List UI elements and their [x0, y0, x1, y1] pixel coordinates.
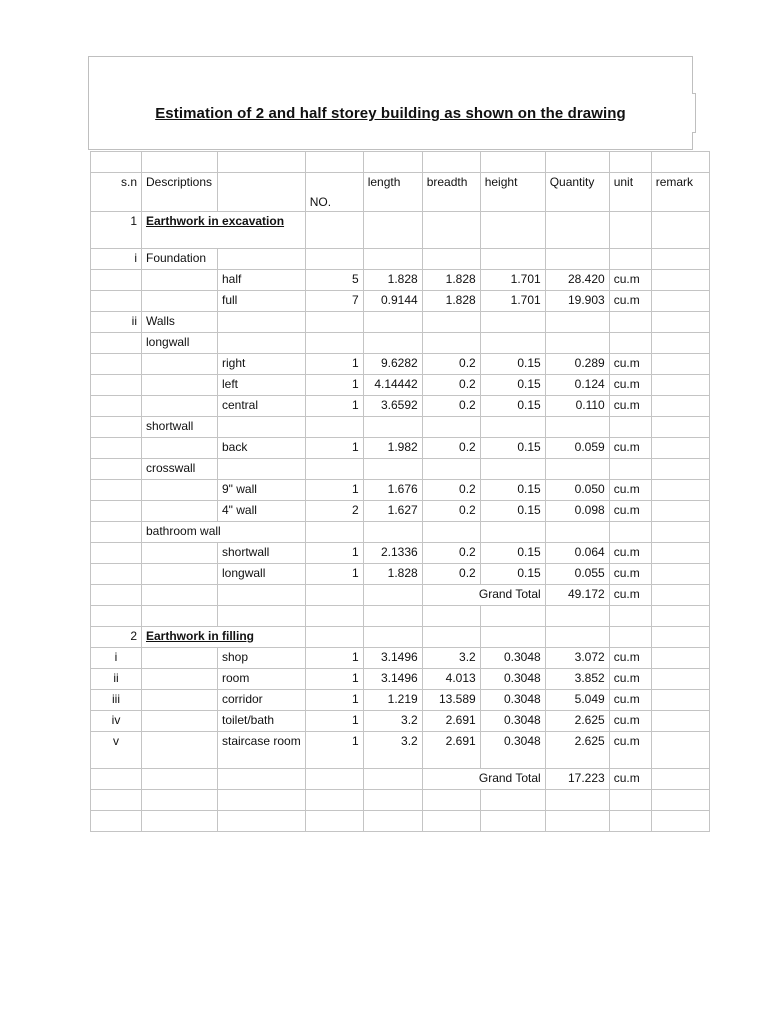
title-box-edge [692, 93, 696, 133]
header-remark: remark [651, 173, 709, 212]
row-no: 1 [305, 648, 363, 669]
grand-total-quantity: 17.223 [545, 769, 609, 790]
row-unit: cu.m [609, 690, 651, 711]
row-height: 0.3048 [480, 732, 545, 769]
foundation-sn: i [91, 249, 142, 270]
row-no: 1 [305, 396, 363, 417]
table-row [91, 501, 710, 522]
row-no: 2 [305, 501, 363, 522]
row-quantity: 2.625 [545, 732, 609, 769]
header-descriptions: Descriptions [142, 173, 218, 212]
foundation-label: Foundation [142, 249, 218, 270]
row-breadth: 0.2 [422, 501, 480, 522]
row-height: 1.701 [480, 270, 545, 291]
row-height: 0.15 [480, 564, 545, 585]
row-height: 0.3048 [480, 690, 545, 711]
group-row [91, 417, 710, 438]
row-length: 4.14442 [363, 375, 422, 396]
group-row [91, 333, 710, 354]
table-row [91, 648, 710, 669]
grand-total-unit: cu.m [609, 769, 651, 790]
row-quantity: 0.050 [545, 480, 609, 501]
walls-label: Walls [142, 312, 218, 333]
row-quantity: 0.289 [545, 354, 609, 375]
group-row [91, 459, 710, 480]
section1-title-row [91, 212, 710, 249]
row-breadth: 0.2 [422, 480, 480, 501]
row-length: 3.2 [363, 711, 422, 732]
row-no: 1 [305, 354, 363, 375]
foundation-row [91, 249, 710, 270]
section1-title: Earthwork in excavation [142, 212, 306, 249]
blank-row [91, 606, 710, 627]
row-breadth: 3.2 [422, 648, 480, 669]
row-unit: cu.m [609, 711, 651, 732]
row-unit: cu.m [609, 270, 651, 291]
grand-total-unit: cu.m [609, 585, 651, 606]
section2-title-row [91, 627, 710, 648]
row-breadth: 0.2 [422, 396, 480, 417]
row-sub: full [218, 291, 306, 312]
row-length: 3.1496 [363, 669, 422, 690]
row-unit: cu.m [609, 438, 651, 459]
table-row [91, 732, 710, 769]
table-row [91, 669, 710, 690]
row-quantity: 0.110 [545, 396, 609, 417]
row-quantity: 0.124 [545, 375, 609, 396]
header-sn: s.n [91, 173, 142, 212]
header-unit: unit [609, 173, 651, 212]
row-sn: iv [91, 711, 142, 732]
estimation-table [90, 151, 710, 832]
title-box [88, 56, 693, 150]
row-no: 1 [305, 564, 363, 585]
blank-row [91, 811, 710, 832]
row-unit: cu.m [609, 501, 651, 522]
row-sub: shop [218, 648, 306, 669]
row-breadth: 1.828 [422, 291, 480, 312]
row-height: 0.3048 [480, 669, 545, 690]
row-unit: cu.m [609, 732, 651, 769]
row-height: 0.15 [480, 480, 545, 501]
table-row [91, 291, 710, 312]
row-breadth: 4.013 [422, 669, 480, 690]
table-row [91, 396, 710, 417]
grand-total-label: Grand Total [422, 585, 545, 606]
header-breadth: breadth [422, 173, 480, 212]
row-quantity: 28.420 [545, 270, 609, 291]
row-unit: cu.m [609, 375, 651, 396]
row-sub: 4" wall [218, 501, 306, 522]
row-sn: v [91, 732, 142, 769]
row-quantity: 0.059 [545, 438, 609, 459]
row-no: 7 [305, 291, 363, 312]
row-unit: cu.m [609, 648, 651, 669]
grand-total-row [91, 769, 710, 790]
bathroom-label: bathroom wall [142, 522, 306, 543]
table-row [91, 354, 710, 375]
row-sub: right [218, 354, 306, 375]
row-no: 1 [305, 375, 363, 396]
table-row [91, 690, 710, 711]
row-breadth: 2.691 [422, 732, 480, 769]
row-sub: staircase room [218, 732, 306, 769]
row-unit: cu.m [609, 396, 651, 417]
crosswall-label: crosswall [142, 459, 218, 480]
row-height: 0.3048 [480, 648, 545, 669]
row-unit: cu.m [609, 564, 651, 585]
row-height: 0.15 [480, 543, 545, 564]
row-quantity: 2.625 [545, 711, 609, 732]
row-no: 1 [305, 711, 363, 732]
row-length: 2.1336 [363, 543, 422, 564]
row-height: 1.701 [480, 291, 545, 312]
page-title: Estimation of 2 and half storey building as shown on the drawing [155, 105, 626, 122]
blank-row [91, 790, 710, 811]
row-length: 1.982 [363, 438, 422, 459]
row-quantity: 0.064 [545, 543, 609, 564]
row-height: 0.15 [480, 354, 545, 375]
row-breadth: 0.2 [422, 543, 480, 564]
table-row [91, 270, 710, 291]
row-sn: ii [91, 669, 142, 690]
row-sub: toilet/bath [218, 711, 306, 732]
row-quantity: 19.903 [545, 291, 609, 312]
longwall-label: longwall [142, 333, 218, 354]
row-unit: cu.m [609, 291, 651, 312]
row-sub: 9" wall [218, 480, 306, 501]
header-quantity: Quantity [545, 173, 609, 212]
table-row [91, 375, 710, 396]
walls-row [91, 312, 710, 333]
row-length: 9.6282 [363, 354, 422, 375]
grand-total-label: Grand Total [422, 769, 545, 790]
row-breadth: 13.589 [422, 690, 480, 711]
row-unit: cu.m [609, 669, 651, 690]
row-quantity: 3.852 [545, 669, 609, 690]
row-length: 3.1496 [363, 648, 422, 669]
row-quantity: 0.098 [545, 501, 609, 522]
section2-title: Earthwork in filling [142, 627, 306, 648]
row-height: 0.15 [480, 375, 545, 396]
row-sub: back [218, 438, 306, 459]
row-no: 1 [305, 543, 363, 564]
row-length: 1.828 [363, 270, 422, 291]
row-length: 1.627 [363, 501, 422, 522]
row-no: 5 [305, 270, 363, 291]
row-length: 3.6592 [363, 396, 422, 417]
row-sub: central [218, 396, 306, 417]
table-row [91, 543, 710, 564]
row-height: 0.15 [480, 396, 545, 417]
row-unit: cu.m [609, 354, 651, 375]
row-quantity: 0.055 [545, 564, 609, 585]
section1-sn: 1 [91, 212, 142, 249]
row-quantity: 5.049 [545, 690, 609, 711]
row-height: 0.15 [480, 438, 545, 459]
group-row [91, 522, 710, 543]
header-length: length [363, 173, 422, 212]
row-breadth: 0.2 [422, 564, 480, 585]
header-no: NO. [305, 173, 363, 212]
row-breadth: 0.2 [422, 375, 480, 396]
row-sub: room [218, 669, 306, 690]
row-no: 1 [305, 480, 363, 501]
grand-total-quantity: 49.172 [545, 585, 609, 606]
table-row [91, 438, 710, 459]
row-sub: left [218, 375, 306, 396]
row-height: 0.15 [480, 501, 545, 522]
row-breadth: 0.2 [422, 354, 480, 375]
row-quantity: 3.072 [545, 648, 609, 669]
row-no: 1 [305, 690, 363, 711]
row-length: 0.9144 [363, 291, 422, 312]
row-sub: half [218, 270, 306, 291]
row-length: 1.219 [363, 690, 422, 711]
row-breadth: 2.691 [422, 711, 480, 732]
row-no: 1 [305, 669, 363, 690]
row-length: 3.2 [363, 732, 422, 769]
row-breadth: 1.828 [422, 270, 480, 291]
row-no: 1 [305, 438, 363, 459]
walls-sn: ii [91, 312, 142, 333]
table-row [91, 564, 710, 585]
row-sn: iii [91, 690, 142, 711]
header-height: height [480, 173, 545, 212]
row-sub: longwall [218, 564, 306, 585]
table-row [91, 711, 710, 732]
row-unit: cu.m [609, 480, 651, 501]
shortwall-label: shortwall [142, 417, 218, 438]
row-sn: i [91, 648, 142, 669]
row-height: 0.3048 [480, 711, 545, 732]
row-length: 1.828 [363, 564, 422, 585]
row-sub: shortwall [218, 543, 306, 564]
header-row [91, 173, 710, 212]
row-unit: cu.m [609, 543, 651, 564]
row-length: 1.676 [363, 480, 422, 501]
row-breadth: 0.2 [422, 438, 480, 459]
row-no: 1 [305, 732, 363, 769]
blank-row [91, 152, 710, 173]
grand-total-row [91, 585, 710, 606]
table-row [91, 480, 710, 501]
row-sub: corridor [218, 690, 306, 711]
section2-sn: 2 [91, 627, 142, 648]
